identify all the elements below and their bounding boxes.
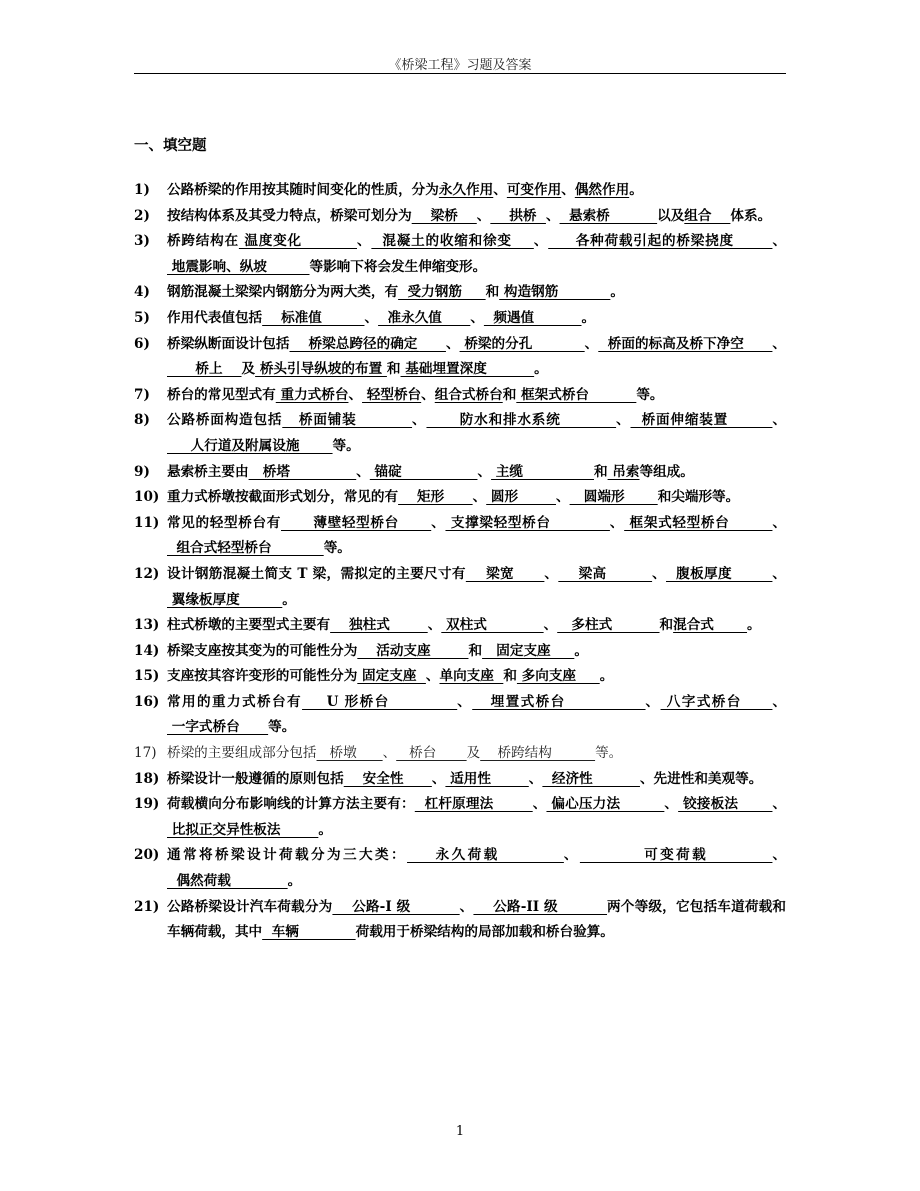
answer-blank: 安全性 xyxy=(343,770,432,787)
question-fragment: 以及 xyxy=(657,207,685,224)
question-fragment: 通常将桥梁设计荷载分为三大类： xyxy=(167,847,408,864)
answer-blank: 桥墩 xyxy=(316,745,383,762)
answer-blank: 桥梁的分孔 xyxy=(459,335,585,352)
question-item xyxy=(134,690,786,741)
answer-blank: 经济性 xyxy=(542,770,640,787)
answer-blank: 双柱式 xyxy=(441,617,544,634)
question-item xyxy=(134,664,786,690)
question-text xyxy=(167,690,786,741)
question-fragment: 、 xyxy=(445,335,460,352)
question-text xyxy=(167,280,786,306)
question-fragment: 、 xyxy=(772,847,787,864)
question-fragment: 重力式桥墩按截面形式划分，常见的有 xyxy=(167,489,399,506)
answer-blank: 标准值 xyxy=(262,309,365,326)
answer-blank: 桥面铺装 xyxy=(282,412,413,429)
question-fragment: 。 xyxy=(574,642,588,659)
answer-blank: 梁桥 xyxy=(411,207,477,224)
answer-blank: 桥上 xyxy=(167,361,242,378)
answer-blank: 防水和排水系统 xyxy=(426,412,617,429)
question-fragment: 、 xyxy=(356,463,370,480)
question-item xyxy=(134,306,786,332)
question-text xyxy=(167,306,786,332)
question-fragment: 和尖端形等。 xyxy=(657,489,740,506)
answer-blank: 各种荷载引起的桥梁挠度 xyxy=(548,233,773,250)
question-fragment: 、 xyxy=(555,489,570,506)
question-fragment: 和 xyxy=(659,617,674,634)
question-fragment: 、 xyxy=(457,693,473,710)
question-fragment: 、 xyxy=(357,233,372,250)
question-fragment: 桥跨结构在 xyxy=(167,233,239,250)
question-fragment: 两个等级，它包括车道荷载和车辆荷载，其中 xyxy=(167,898,787,941)
question-text xyxy=(167,639,786,665)
question-fragment: 、 xyxy=(616,412,631,429)
question-text xyxy=(167,460,786,486)
question-item xyxy=(134,767,786,793)
answer-blank: 铰接板法 xyxy=(678,796,773,813)
question-fragment: 。 xyxy=(534,361,548,378)
question-fragment: 荷载横向分布影响线的计算方法主要有： xyxy=(167,796,415,813)
question-item xyxy=(134,332,786,383)
question-fragment: 、 xyxy=(772,565,787,582)
question-number: 5) xyxy=(134,309,150,326)
question-fragment: 桥梁纵断面设计包括 xyxy=(167,335,290,352)
question-fragment: 、 xyxy=(425,668,440,685)
question-item xyxy=(134,741,786,767)
question-fragment: 、 xyxy=(544,565,559,582)
question-fragment: 桥梁的主要组成部分包括 xyxy=(167,745,317,762)
answer-blank: 薄壁轻型桥台 xyxy=(281,514,432,531)
question-text xyxy=(167,613,786,639)
answer-blank: 构造钢筋 xyxy=(499,284,611,301)
answer-blank: 桥面的标高及桥下净空 xyxy=(598,335,773,352)
question-fragment: 体系。 xyxy=(730,207,772,224)
answer-blank: 温度变化 xyxy=(238,233,357,250)
question-fragment: 、 xyxy=(772,412,787,429)
question-fragment: 、 xyxy=(652,565,667,582)
question-fragment: 和 xyxy=(593,463,608,480)
question-number: 2) xyxy=(134,207,150,224)
question-fragment: 。 xyxy=(287,873,302,890)
question-fragment: 、 xyxy=(477,463,492,480)
answer-blank: 混凝土的收缩和徐变 xyxy=(371,233,534,250)
question-item xyxy=(134,280,786,306)
question-item xyxy=(134,178,786,204)
question-item xyxy=(134,408,786,459)
question-number: 21) xyxy=(134,898,160,915)
question-fragment: 、 xyxy=(543,617,558,634)
question-number: 13) xyxy=(134,617,160,634)
question-fragment: 、 xyxy=(772,335,787,352)
question-fragment: 柱式桥墩的主要型式主要有 xyxy=(167,617,331,634)
question-text xyxy=(167,664,786,690)
question-number: 18) xyxy=(134,770,160,787)
answer-blank: 框架式桥台 xyxy=(516,386,637,403)
answer-blank: 车辆 xyxy=(262,924,356,941)
question-fragment: 和 xyxy=(503,668,517,685)
question-text xyxy=(167,485,786,511)
answer-blank: 适用性 xyxy=(445,770,529,787)
answer-blank: 混合式 xyxy=(673,617,748,634)
question-item xyxy=(134,485,786,511)
question-fragment: 等。 xyxy=(636,386,664,403)
question-fragment: 。 xyxy=(581,309,596,326)
question-fragment: 。 xyxy=(629,182,643,198)
question-fragment: 等影响下将会发生伸缩变形。 xyxy=(309,258,487,275)
page-header: 《桥梁工程》习题及答案 xyxy=(388,58,532,73)
answer-blank: U 形桥台 xyxy=(302,693,458,710)
question-fragment: 及 xyxy=(466,745,481,762)
question-number: 12) xyxy=(134,565,160,582)
answer-blank: 人行道及附属设施 xyxy=(167,437,333,454)
question-fragment: 。 xyxy=(318,821,332,838)
question-number: 7) xyxy=(134,386,150,403)
answer-blank: 圆端形 xyxy=(569,489,658,506)
question-fragment: 。 xyxy=(747,617,761,634)
question-list xyxy=(134,178,786,946)
answer-blank: 固定支座 xyxy=(482,642,575,659)
answer-blank: 支撑梁轻型桥台 xyxy=(445,514,610,531)
question-fragment: 常见的轻型桥台有 xyxy=(167,514,282,531)
question-fragment: 、 xyxy=(772,233,787,250)
question-fragment: 、先进性和美观等。 xyxy=(639,770,763,787)
question-fragment: 、 xyxy=(645,693,661,710)
question-item xyxy=(134,229,786,280)
answer-blank: 埋置式桥台 xyxy=(472,693,646,710)
question-item xyxy=(134,843,786,894)
question-number: 11) xyxy=(134,514,160,531)
question-fragment: 等。 xyxy=(595,745,623,762)
question-fragment: 、 xyxy=(470,309,484,326)
question-fragment: 、 xyxy=(472,489,487,506)
question-number: 16) xyxy=(134,693,160,710)
answer-blank: 桥头引导纵坡的布置 xyxy=(255,361,387,378)
question-fragment: 公路桥梁的作用按其随时间变化的性质，分为 xyxy=(167,182,439,198)
answer-blank: 地震影响、纵坡 xyxy=(167,258,310,275)
question-item xyxy=(134,792,786,843)
question-item xyxy=(134,460,786,486)
question-fragment: 和 xyxy=(386,361,401,378)
answer-blank: 梁高 xyxy=(558,565,653,582)
answer-blank: 桥梁总跨径的确定 xyxy=(289,335,446,352)
question-item xyxy=(134,639,786,665)
answer-blank: 锚碇 xyxy=(369,463,478,480)
question-fragment: 钢筋混凝土梁梁内钢筋分为两大类，有 xyxy=(167,284,399,301)
question-fragment: 和 xyxy=(468,642,483,659)
answer-blank: 基础埋置深度 xyxy=(400,361,535,378)
question-fragment: 、 xyxy=(421,386,435,403)
question-fragment: 公路桥梁设计汽车荷载分为 xyxy=(167,898,333,915)
question-fragment: 支座按其容许变形的可能性分为 xyxy=(167,668,358,685)
question-fragment: 按结构体系及其受力特点，桥梁可划分为 xyxy=(167,207,412,224)
question-fragment: 、 xyxy=(772,693,787,710)
question-fragment: 作用代表值包括 xyxy=(167,309,263,326)
answer-blank: 频遇值 xyxy=(483,309,582,326)
question-fragment: 、 xyxy=(561,182,575,198)
question-fragment: 。 xyxy=(282,591,296,608)
question-fragment: 。 xyxy=(599,668,614,685)
answer-blank: 八字式桥台 xyxy=(660,693,773,710)
question-fragment: 、 xyxy=(431,770,446,787)
question-item xyxy=(134,895,786,946)
answer-blank: 偏心压力法 xyxy=(546,796,665,813)
answer-blank: 组合式轻型桥台 xyxy=(167,540,324,557)
question-item xyxy=(134,204,786,230)
answer-blank: 重力式桥台 xyxy=(275,386,349,403)
answer-blank: 固定支座 xyxy=(357,668,426,685)
question-fragment: 等组成。 xyxy=(639,463,694,480)
answer-blank: 一字式桥台 xyxy=(167,719,269,736)
question-number: 20) xyxy=(134,847,160,864)
question-fragment: 及 xyxy=(241,361,256,378)
question-fragment: 、 xyxy=(427,617,442,634)
question-fragment: 、 xyxy=(364,309,379,326)
answer-blank: 组合式桥台 xyxy=(434,386,503,403)
answer-blank: 桥塔 xyxy=(248,463,357,480)
answer-blank: 永久荷载 xyxy=(407,847,564,864)
question-fragment: 、 xyxy=(348,386,363,403)
question-text xyxy=(167,178,786,204)
answer-blank: 翼缘板厚度 xyxy=(167,591,283,608)
question-item xyxy=(134,511,786,562)
question-number: 15) xyxy=(134,668,160,685)
answer-blank: 偶然作用 xyxy=(574,182,630,198)
question-fragment: 桥台的常见型式有 xyxy=(167,386,276,403)
question-number: 4) xyxy=(134,284,150,301)
answer-blank: 杠杆原理法 xyxy=(414,796,533,813)
answer-blank: 轻型桥台 xyxy=(362,386,422,403)
answer-blank: 受力钢筋 xyxy=(398,284,486,301)
question-fragment: 等。 xyxy=(323,540,351,557)
question-item xyxy=(134,383,786,409)
answer-blank: 矩形 xyxy=(398,489,473,506)
question-fragment: 荷载用于桥梁结构的局部加载和桥台验算。 xyxy=(355,924,614,941)
question-fragment: 常用的重力式桥台有 xyxy=(167,693,303,710)
question-text xyxy=(167,562,786,613)
question-fragment: 设计钢筋混凝土简支 T 梁，需拟定的主要尺寸有 xyxy=(167,565,466,582)
answer-blank: 单向支座 xyxy=(439,668,504,685)
question-fragment: 、 xyxy=(772,514,787,531)
question-fragment: 、 xyxy=(664,796,679,813)
question-fragment: 、 xyxy=(493,182,507,198)
question-number: 1) xyxy=(134,182,150,198)
answer-blank: 圆形 xyxy=(486,489,556,506)
question-fragment: 、 xyxy=(609,514,625,531)
question-fragment: 、 xyxy=(545,207,560,224)
answer-blank: 梁宽 xyxy=(465,565,545,582)
question-fragment: 、 xyxy=(382,745,397,762)
question-item xyxy=(134,562,786,613)
question-number: 17) xyxy=(134,745,157,762)
answer-blank: 多向支座 xyxy=(516,668,600,685)
answer-blank: 公路-II 级 xyxy=(473,898,608,915)
question-number: 10) xyxy=(134,489,160,506)
question-item xyxy=(134,613,786,639)
question-text xyxy=(167,511,786,562)
answer-blank: 桥跨结构 xyxy=(480,745,596,762)
question-fragment: 、 xyxy=(528,770,543,787)
answer-blank: 公路-I 级 xyxy=(332,898,460,915)
question-fragment: 、 xyxy=(563,847,580,864)
question-fragment: 和 xyxy=(485,284,500,301)
answer-blank: 永久作用 xyxy=(438,182,494,198)
question-text xyxy=(167,895,786,946)
question-text xyxy=(167,332,786,383)
answer-blank: 腹板厚度 xyxy=(666,565,773,582)
question-fragment: 、 xyxy=(584,335,599,352)
question-fragment: 桥梁支座按其变为的可能性分为 xyxy=(167,642,358,659)
question-fragment: 等。 xyxy=(268,719,296,736)
answer-blank: 桥面伸缩装置 xyxy=(630,412,773,429)
question-number: 19) xyxy=(134,796,160,813)
question-text xyxy=(167,767,786,793)
question-number: 9) xyxy=(134,463,150,480)
answer-blank: 可变作用 xyxy=(506,182,562,198)
header-rule xyxy=(134,73,786,74)
question-fragment: 、 xyxy=(459,898,474,915)
question-number: 3) xyxy=(134,233,150,250)
question-fragment: 、 xyxy=(772,796,787,813)
answer-blank: 独柱式 xyxy=(330,617,428,634)
question-fragment: 公路桥面构造包括 xyxy=(167,412,283,429)
question-fragment: 。 xyxy=(610,284,624,301)
question-text xyxy=(167,408,786,459)
question-text xyxy=(167,741,786,767)
answer-blank: 吊索 xyxy=(607,463,640,480)
question-fragment: 等。 xyxy=(332,437,360,454)
question-fragment: 、 xyxy=(532,796,547,813)
question-text xyxy=(167,843,786,894)
question-fragment: 悬索桥主要由 xyxy=(167,463,249,480)
answer-blank: 桥台 xyxy=(396,745,467,762)
answer-blank: 活动支座 xyxy=(357,642,469,659)
section-title: 一、填空题 xyxy=(134,137,207,154)
question-text xyxy=(167,229,786,280)
question-number: 8) xyxy=(134,412,150,429)
question-fragment: 、 xyxy=(412,412,427,429)
question-text xyxy=(167,792,786,843)
question-fragment: 和 xyxy=(502,386,517,403)
answer-blank: 可变荷载 xyxy=(579,847,773,864)
question-fragment: 、 xyxy=(476,207,491,224)
answer-blank: 框架式轻型桥台 xyxy=(624,514,773,531)
page-number: 1 xyxy=(455,1124,465,1139)
question-fragment: 桥梁设计一般遵循的原则包括 xyxy=(167,770,344,787)
answer-blank: 比拟正交异性板法 xyxy=(167,821,319,838)
answer-blank: 多柱式 xyxy=(557,617,660,634)
question-fragment: 、 xyxy=(431,514,446,531)
answer-blank: 主缆 xyxy=(491,463,594,480)
question-text xyxy=(167,383,786,409)
answer-blank: 悬索桥 xyxy=(559,207,658,224)
question-fragment: 、 xyxy=(533,233,549,250)
question-text xyxy=(167,204,786,230)
answer-blank: 拱桥 xyxy=(490,207,546,224)
question-number: 14) xyxy=(134,642,160,659)
answer-blank: 偶然荷载 xyxy=(167,873,288,890)
answer-blank: 准永久值 xyxy=(378,309,471,326)
question-number: 6) xyxy=(134,335,150,352)
answer-blank: 组合 xyxy=(684,207,731,224)
